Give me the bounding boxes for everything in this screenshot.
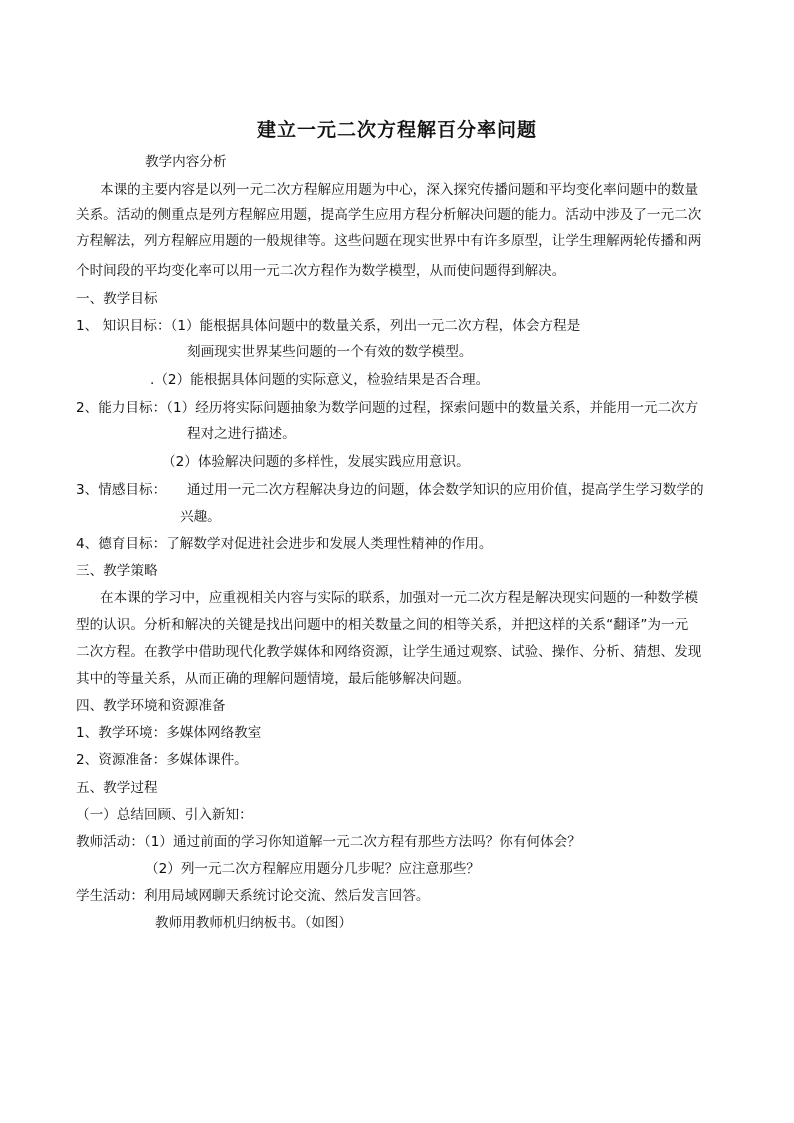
process-subheading: （一）总结回顾、引入新知： [76,807,253,823]
teacher-board-note: 教师用教师机归纳板书。（如图） [155,915,353,931]
resource-item: 2、资源准备：多媒体课件。 [76,752,248,768]
strategy-paragraph-line: 型的认识。分析和解决的关键是找出问题中的相关数量之间的相等关系，并把这样的关系“翻译”为一元 [76,617,689,633]
environment-item: 1、教学环境：多媒体网络教室 [76,725,262,741]
strategy-paragraph-line: 二次方程。在教学中借助现代化教学媒体和网络资源，让学生通过观察、试验、操作、分析、猜想、发现 [76,644,702,660]
goal-emotion-line: 兴趣。 [180,509,221,525]
goal-knowledge-line: 1、 知识目标：（1）能根据具体问题中的数量关系，列出一元二次方程，体会方程是 [76,318,581,334]
goal-moral: 4、德育目标：了解数学对促进社会进步和发展人类理性精神的作用。 [76,536,493,552]
intro-paragraph-line: 方程解法，列方程解应用题的一般规律等。这些问题在现实世界中有许多原型，让学生理解两轮传播和两 [76,233,702,249]
environment-heading: 四、教学环境和资源准备 [76,698,226,714]
teacher-activity-line: 教师活动：（1）通过前面的学习你知道解一元二次方程有那些方法吗？你有何体会？ [76,834,581,850]
intro-paragraph-line: 关系。活动的侧重点是列方程解应用题，提高学生应用方程分析解决问题的能力。活动中涉及了一元二次 [76,207,702,223]
goal-ability-line: 2、能力目标：（1）经历将实际问题抽象为数学问题的过程，探索问题中的数量关系，并能用一元二次方 [76,400,699,416]
goal-ability-line: 程对之进行描述。 [187,426,296,442]
goal-knowledge-line: .（2）能根据具体问题的实际意义，检验结果是否合理。 [150,372,490,388]
strategy-paragraph-line: 其中的等量关系，从而正确的理解问题情境，最后能够解决问题。 [76,671,471,687]
intro-paragraph-line: 本课的主要内容是以列一元二次方程解应用题为中心，深入探究传播问题和平均变化率问题中的数量 [100,182,699,198]
strategy-heading: 三、教学策略 [76,563,158,579]
goal-knowledge-line: 刻画现实世界某些问题的一个有效的数学模型。 [187,344,473,360]
goal-ability-line: （2）体验解决问题的多样性，发展实践应用意识。 [162,454,470,470]
process-heading: 五、教学过程 [76,780,158,796]
goals-heading: 一、教学目标 [76,291,158,307]
goal-emotion-line: 通过用一元二次方程解决身边的问题，体会数学知识的应用价值，提高学生学习数学的 [187,482,704,498]
strategy-paragraph-line: 在本课的学习中，应重视相关内容与实际的联系，加强对一元二次方程是解决现实问题的一种数学模 [100,590,699,606]
intro-paragraph-line: 个时间段的平均变化率可以用一元二次方程作为数学模型，从而使问题得到解决。 [76,263,566,279]
document-title: 建立一元二次方程解百分率问题 [256,119,537,141]
teacher-activity-line: （2）列一元二次方程解应用题分几步呢？应注意那些？ [145,861,480,877]
goal-emotion-label: 3、情感目标： [76,482,167,498]
intro-heading: 教学内容分析 [145,154,227,170]
student-activity-line: 学生活动：利用局域网聊天系统讨论交流、然后发言回答。 [76,888,430,904]
